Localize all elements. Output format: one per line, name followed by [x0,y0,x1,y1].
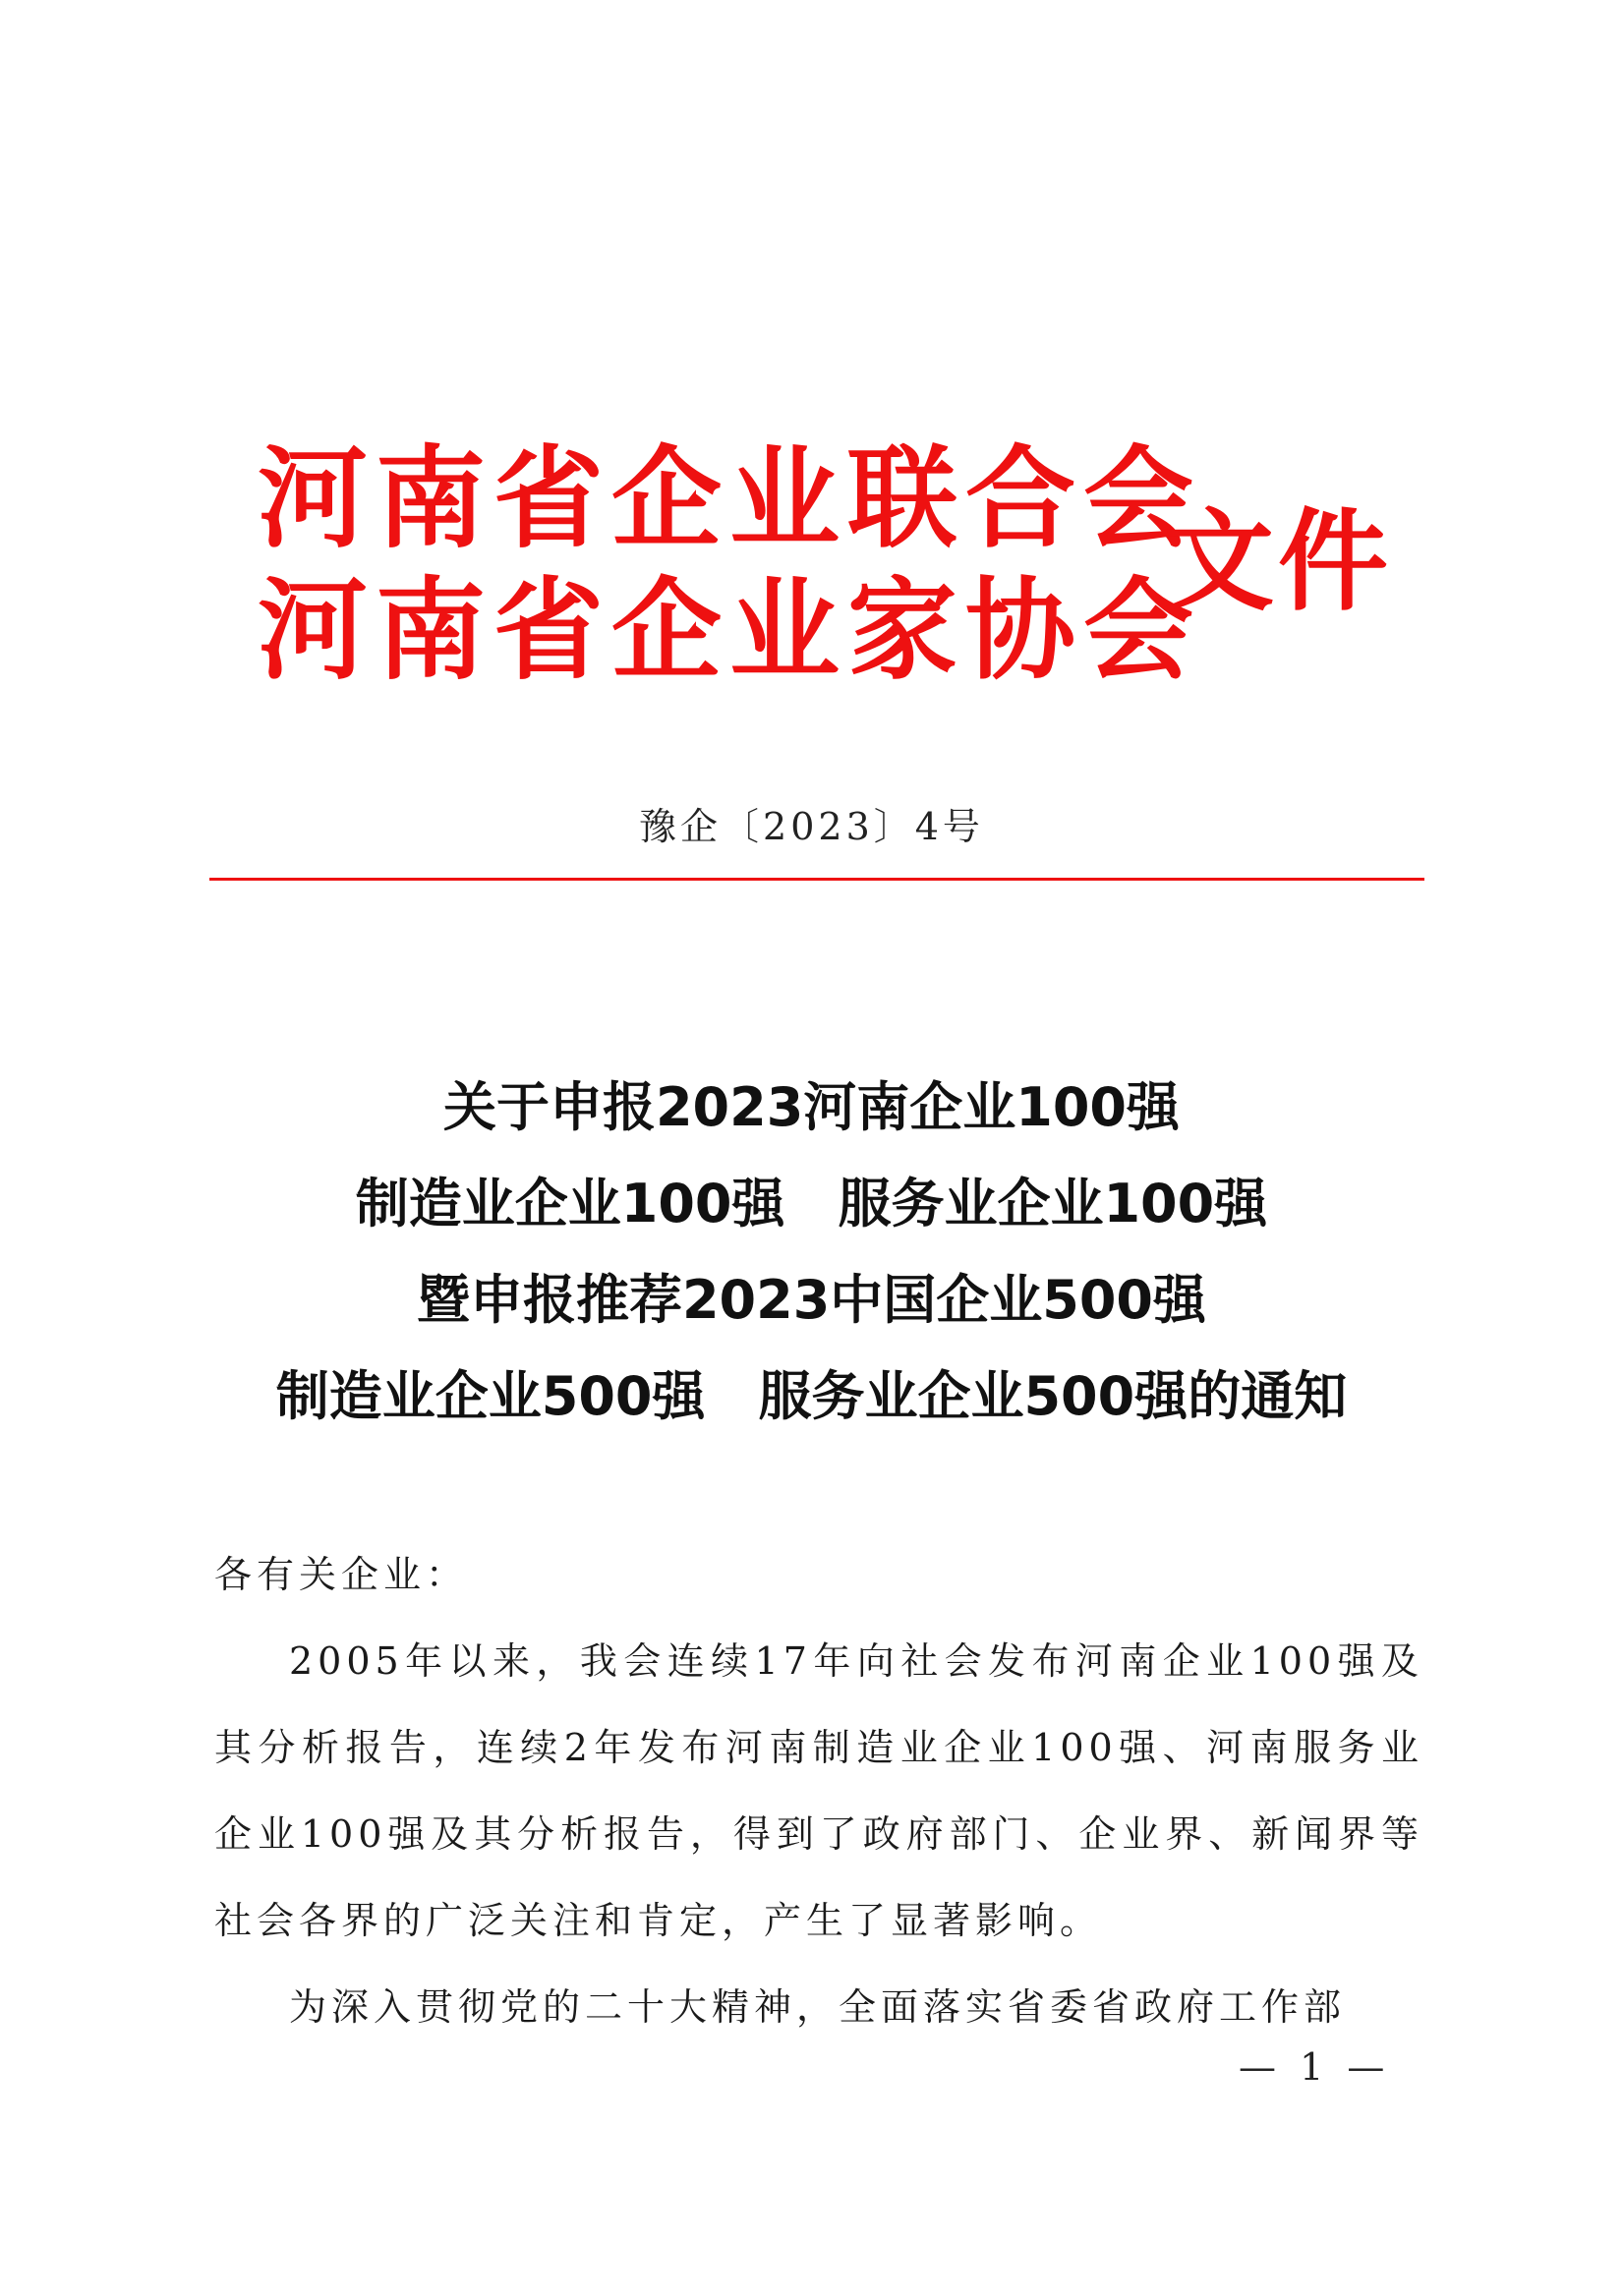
document-body [214,1531,1423,2050]
body-paragraph-1: 2005年以来，我会连续17年向社会发布河南企业100强及其分析报告，连续2年发布河南制造业企业100强、河南服务业企业100强及其分析报告，得到了政府部门、企业界、新闻界等社会各界的广泛关注和肯定，产生了显著影响。 [214,1639,1423,1942]
body-paragraph-2: 为深入贯彻党的二十大精神，全面落实省委省政府工作部 [289,1985,1347,2029]
title-line-2: 制造业企业100强 服务业企业100强 [355,1173,1268,1234]
page-number: — 1 — [1239,2045,1391,2089]
letterhead [258,423,1392,708]
document-number: 豫企〔2023〕4号 [639,805,984,848]
salutation: 各有关企业： [214,1553,469,1596]
document-title [0,1060,1623,1445]
letterhead-org-line-2: 河南省企业家协会 [258,567,1201,695]
title-line-4: 制造业企业500强 服务业企业500强的通知 [275,1365,1348,1427]
red-divider [209,878,1424,881]
title-line-3: 暨申报推荐2023中国企业500强 [416,1269,1206,1331]
letterhead-org-line-1: 河南省企业联合会 [258,435,1201,563]
title-line-1: 关于申报2023河南企业100强 [442,1076,1180,1138]
letterhead-suffix: 文件 [1164,498,1392,626]
